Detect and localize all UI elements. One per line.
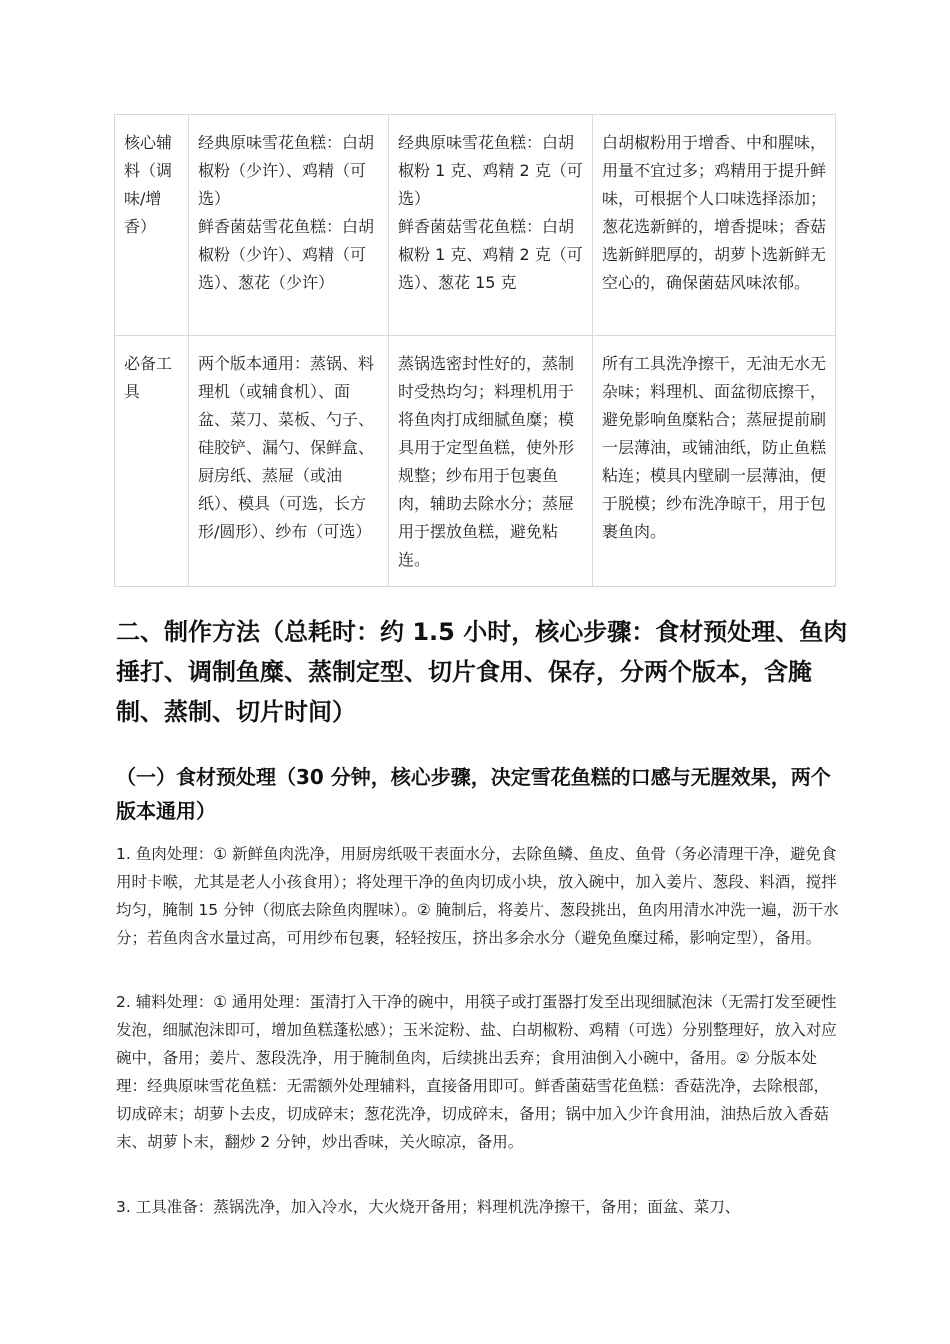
ingredient-line: 两个版本通用：蒸锅、料理机（或辅食机）、面盆、菜刀、菜板、勺子、硅胶铲、漏勺、保鲜盒、厨房纸、蒸屉（或油纸）、模具（可选，长方形/圆形）、纱布（可选） — [198, 354, 375, 541]
ingredient-cell — [189, 336, 389, 587]
amount-cell — [389, 115, 593, 336]
table-row — [115, 115, 836, 336]
notes-cell: 白胡椒粉用于增香、中和腥味，用量不宜过多；鸡精用于提升鲜味，可根据个人口味选择添加；葱花选新鲜的，增香提味；香菇选新鲜肥厚的，胡萝卜选新鲜无空心的，确保菌菇风味浓郁。 — [593, 115, 836, 336]
section-heading: 二、制作方法（总耗时：约 1.5 小时，核心步骤：食材预处理、鱼肉捶打、调制鱼糜、蒸制定型、切片食用、保存，分两个版本，含腌制、蒸制、切片时间） — [116, 618, 848, 726]
notes-cell: 所有工具洗净擦干，无油无水无杂味；料理机、面盆彻底擦干，避免影响鱼糜粘合；蒸屉提前刷一层薄油，或铺油纸，防止鱼糕粘连；模具内壁刷一层薄油，便于脱模；纱布洗净晾干，用于包裹鱼肉。 — [593, 336, 836, 587]
step-paragraph: 3. 工具准备：蒸锅洗净，加入冷水，大火烧开备用；料理机洗净擦干，备用；面盆、菜刀、 — [116, 1198, 741, 1216]
ingredients-table — [114, 114, 836, 587]
step-paragraph: 1. 鱼肉处理：① 新鲜鱼肉洗净，用厨房纸吸干表面水分，去除鱼鳞、鱼皮、鱼骨（务必清理干净，避免食用时卡喉，尤其是老人小孩食用）；将处理干净的鱼肉切成小块，放入碗中，加入姜片、葱段、料酒，搅拌均匀，腌制 15 分钟（彻底去除鱼肉腥味）。② 腌制后，将姜片、葱段挑出，鱼肉用清水冲洗一遍，沥干水分；若鱼肉含水量过高，可用纱布包裹，轻轻按压，挤出多余水分（避免鱼糜过稀，影响定型），备用。 — [116, 845, 839, 947]
row-label: 必备工具 — [115, 336, 189, 587]
row-label: 核心辅料（调味/增香） — [115, 115, 189, 336]
ingredient-line: 经典原味雪花鱼糕：白胡椒粉（少许）、鸡精（可选） — [198, 133, 375, 208]
amount-cell — [389, 336, 593, 587]
amount-line: 蒸锅选密封性好的，蒸制时受热均匀；料理机用于将鱼肉打成细腻鱼糜；模具用于定型鱼糕，使外形规整；纱布用于包裹鱼肉，辅助去除水分；蒸屉用于摆放鱼糕，避免粘连。 — [398, 354, 575, 569]
ingredient-line: 鲜香菌菇雪花鱼糕：白胡椒粉（少许）、鸡精（可选）、葱花（少许） — [198, 217, 375, 292]
amount-line: 鲜香菌菇雪花鱼糕：白胡椒粉 1 克、鸡精 2 克（可选）、葱花 15 克 — [398, 217, 583, 292]
subsection-heading: （一）食材预处理（30 分钟，核心步骤，决定雪花鱼糕的口感与无腥效果，两个版本通用） — [116, 765, 831, 823]
table-row — [115, 336, 836, 587]
ingredient-cell — [189, 115, 389, 336]
step-paragraph: 2. 辅料处理：① 通用处理：蛋清打入干净的碗中，用筷子或打蛋器打发至出现细腻泡沫（无需打发至硬性发泡，细腻泡沫即可，增加鱼糕蓬松感）；玉米淀粉、盐、白胡椒粉、鸡精（可选）分别整理好，放入对应碗中，备用；姜片、葱段洗净，用于腌制鱼肉，后续挑出丢弃；食用油倒入小碗中，备用。② 分版本处理：经典原味雪花鱼糕：无需额外处理辅料，直接备用即可。鲜香菌菇雪花鱼糕：香菇洗净，去除根部，切成碎末；胡萝卜去皮，切成碎末；葱花洗净，切成碎末，备用；锅中加入少许食用油，油热后放入香菇末、胡萝卜末，翻炒 2 分钟，炒出香味，关火晾凉，备用。 — [116, 993, 837, 1151]
amount-line: 经典原味雪花鱼糕：白胡椒粉 1 克、鸡精 2 克（可选） — [398, 133, 583, 208]
